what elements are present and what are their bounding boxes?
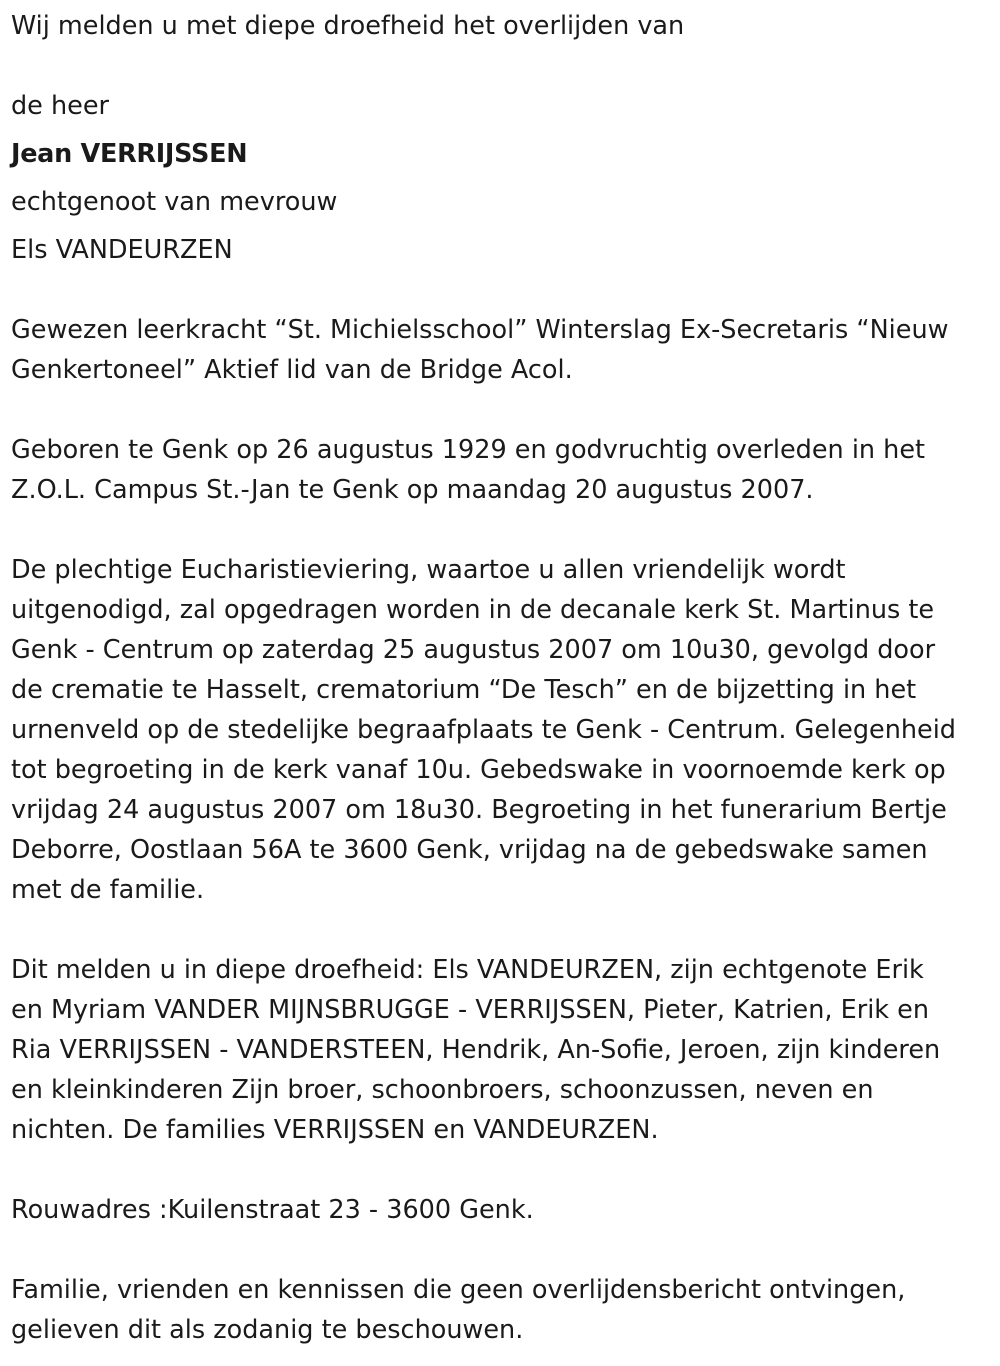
spouse-name: Els VANDEURZEN xyxy=(11,235,233,265)
closing-paragraph: Familie, vrienden en kennissen die geen overlijdensbericht ontvingen, gelieven dit als zodanig te beschouwen. xyxy=(11,1275,906,1345)
mourning-address: Rouwadres :Kuilenstraat 23 - 3600 Genk. xyxy=(11,1195,534,1225)
spouse-intro: echtgenoot van mevrouw xyxy=(11,187,338,217)
birth-death-paragraph: Geboren te Genk op 26 augustus 1929 en godvruchtig overleden in het Z.O.L. Campus St.-Jan te Genk op maandag 20 augustus 2007. xyxy=(11,435,926,505)
honorific: de heer xyxy=(11,91,110,121)
family-paragraph: Dit melden u in diepe droefheid: Els VANDEURZEN, zijn echtgenote Erik en Myriam VANDER MIJNSBRUGGE - VERRIJSSEN, Pieter, Katrien, Erik en Ria VERRIJSSEN - VANDERSTEEN, Hendrik, An-Sofie, Jeroen, zijn kinderen en kleinkinderen Zijn broer, schoonbroers, schoonzussen, neven en nichten. De families VERRIJSSEN en VANDEURZEN. xyxy=(11,955,941,1145)
career-paragraph: Gewezen leerkracht “St. Michielsschool” Winterslag Ex-Secretaris “Nieuw Genkertoneel” Aktief lid van de Bridge Acol. xyxy=(11,315,949,385)
deceased-name: Jean VERRIJSSEN xyxy=(11,139,248,169)
intro-text: Wij melden u met diepe droefheid het overlijden van xyxy=(11,11,685,41)
ceremony-paragraph: De plechtige Eucharistieviering, waartoe u allen vriendelijk wordt uitgenodigd, zal opgedragen worden in de decanale kerk St. Martinus te Genk - Centrum op zaterdag 25 augustus 2007 om 10u30, gevolgd door de crematie te Hasselt, crematorium “De Tesch” en de bijzetting in het urnenveld op de stedelijke begraafplaats te Genk - Centrum. Gelegenheid tot begroeting in de kerk vanaf 10u. Gebedswake in voornoemde kerk op vrijdag 24 augustus 2007 om 18u30. Begroeting in het funerarium Bertje Deborre, Oostlaan 56A te 3600 Genk, vrijdag na de gebedswake samen met de familie. xyxy=(11,555,956,905)
